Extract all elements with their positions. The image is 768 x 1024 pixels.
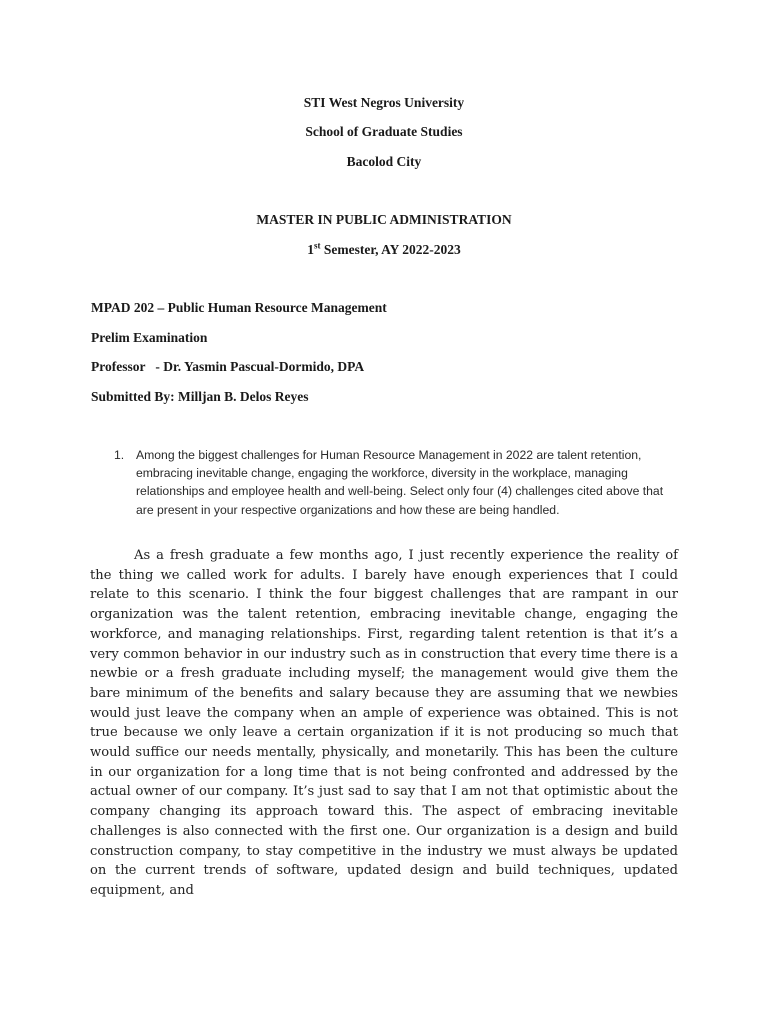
exam-line: Prelim Examination	[91, 330, 208, 345]
semester-suffix: st	[314, 240, 321, 251]
semester-line	[0, 241, 768, 259]
professor-line	[91, 358, 364, 376]
school-name: School of Graduate Studies	[305, 124, 463, 139]
semester-text: Semester, AY 2022-2023	[320, 242, 461, 257]
university-name: STI West Negros University	[303, 95, 465, 110]
semester-ordinal: 1	[307, 242, 314, 257]
submitted-line: Submitted By: Milljan B. Delos Reyes	[91, 389, 309, 404]
program-title: MASTER IN PUBLIC ADMINISTRATION	[256, 212, 512, 227]
question-item	[114, 446, 674, 519]
question-text: Among the biggest challenges for Human Resource Management in 2022 are talent retention, embracing inevitable change, engaging the workforce, diversity in the workplace, managing relationships and employee health and well-being. Select only four (4) challenges cited above that are present in your respective organizations and how these are being handled.	[136, 448, 664, 517]
course-line: MPAD 202 – Public Human Resource Management	[91, 300, 387, 315]
city-name: Bacolod City	[346, 154, 422, 169]
answer-paragraph: As a fresh graduate a few months ago, I just recently experience the reality of the thing we called work for adults. I barely have enough experiences that I could relate to this scenario. I think the four biggest challenges that are rampant in our organization was the talent retention, embracing inevitable change, engaging the workforce, and managing relationships. First, regarding talent retention is that it’s a very common behavior in our industry such as in construction that every time there is a newbie or a fresh graduate including myself; the management would give them the bare minimum of the benefits and salary because they are assuming that we newbies would just leave the company when an ample of experience was obtained. This is not true because we only leave a certain organization if it is not producing so much that would suffice our needs mentally, physically, and monetarily. This has been the culture in our organization for a long time that is not being confronted and addressed by the actual owner of our company. It’s just sad to say that I am not that optimistic about the company changing its approach toward this. The aspect of embracing inevitable challenges is also connected with the first one. Our organization is a design and build construction company, to stay competitive in the industry we must always be updated on the current trends of software, updated design and build techniques, updated equipment, and	[90, 548, 678, 898]
professor-label: Professor	[91, 359, 146, 374]
professor-name: - Dr. Yasmin Pascual-Dormido, DPA	[145, 359, 365, 374]
question-number: 1.	[114, 448, 125, 462]
